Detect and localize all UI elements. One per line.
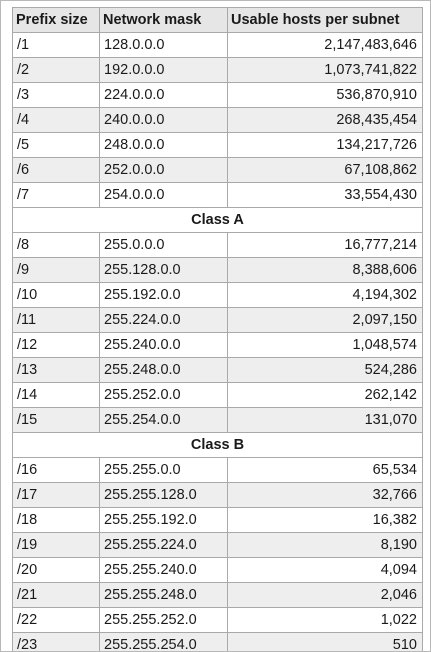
section-title: Class B — [13, 433, 423, 458]
table-row — [13, 158, 423, 183]
cell-network-mask: 255.255.240.0 — [100, 558, 228, 583]
table-row — [13, 33, 423, 58]
cell-prefix-size: /4 — [13, 108, 100, 133]
cell-network-mask: 255.255.192.0 — [100, 508, 228, 533]
subnet-prefix-table — [12, 7, 423, 652]
section-title: Class A — [13, 208, 423, 233]
table-row — [13, 233, 423, 258]
cell-prefix-size: /22 — [13, 608, 100, 633]
cell-usable-hosts: 16,382 — [228, 508, 423, 533]
table-row — [13, 333, 423, 358]
header-usable-hosts: Usable hosts per subnet — [228, 8, 423, 33]
cell-usable-hosts: 1,022 — [228, 608, 423, 633]
cell-usable-hosts: 16,777,214 — [228, 233, 423, 258]
cell-prefix-size: /23 — [13, 633, 100, 652]
cell-usable-hosts: 32,766 — [228, 483, 423, 508]
cell-usable-hosts: 4,194,302 — [228, 283, 423, 308]
cell-network-mask: 192.0.0.0 — [100, 58, 228, 83]
table-row — [13, 183, 423, 208]
cell-usable-hosts: 65,534 — [228, 458, 423, 483]
cell-usable-hosts: 2,046 — [228, 583, 423, 608]
cell-network-mask: 224.0.0.0 — [100, 83, 228, 108]
cell-network-mask: 255.128.0.0 — [100, 258, 228, 283]
cell-network-mask: 255.0.0.0 — [100, 233, 228, 258]
table-row — [13, 633, 423, 652]
table-row — [13, 558, 423, 583]
table-header — [13, 8, 423, 33]
table-row — [13, 308, 423, 333]
cell-prefix-size: /6 — [13, 158, 100, 183]
cell-prefix-size: /12 — [13, 333, 100, 358]
table-row — [13, 458, 423, 483]
cell-network-mask: 255.255.224.0 — [100, 533, 228, 558]
header-prefix-size: Prefix size — [13, 8, 100, 33]
section-header-row — [13, 433, 423, 458]
cell-usable-hosts: 8,388,606 — [228, 258, 423, 283]
table-row — [13, 608, 423, 633]
cell-prefix-size: /7 — [13, 183, 100, 208]
cell-usable-hosts: 524,286 — [228, 358, 423, 383]
cell-prefix-size: /14 — [13, 383, 100, 408]
cell-prefix-size: /1 — [13, 33, 100, 58]
cell-prefix-size: /2 — [13, 58, 100, 83]
cell-usable-hosts: 8,190 — [228, 533, 423, 558]
cell-usable-hosts: 1,073,741,822 — [228, 58, 423, 83]
table-row — [13, 533, 423, 558]
cell-usable-hosts: 134,217,726 — [228, 133, 423, 158]
cell-network-mask: 255.252.0.0 — [100, 383, 228, 408]
cell-network-mask: 255.255.254.0 — [100, 633, 228, 652]
cell-network-mask: 255.192.0.0 — [100, 283, 228, 308]
table-row — [13, 358, 423, 383]
cell-network-mask: 255.255.248.0 — [100, 583, 228, 608]
cell-usable-hosts: 268,435,454 — [228, 108, 423, 133]
cell-prefix-size: /20 — [13, 558, 100, 583]
cell-network-mask: 252.0.0.0 — [100, 158, 228, 183]
cell-usable-hosts: 510 — [228, 633, 423, 652]
cell-network-mask: 255.240.0.0 — [100, 333, 228, 358]
cell-prefix-size: /21 — [13, 583, 100, 608]
table-row — [13, 383, 423, 408]
table-row — [13, 508, 423, 533]
table-row — [13, 408, 423, 433]
table-row — [13, 108, 423, 133]
cell-prefix-size: /11 — [13, 308, 100, 333]
cell-usable-hosts: 131,070 — [228, 408, 423, 433]
cell-usable-hosts: 536,870,910 — [228, 83, 423, 108]
cell-prefix-size: /5 — [13, 133, 100, 158]
section-header-row — [13, 208, 423, 233]
cell-prefix-size: /16 — [13, 458, 100, 483]
cell-usable-hosts: 33,554,430 — [228, 183, 423, 208]
cell-usable-hosts: 2,097,150 — [228, 308, 423, 333]
cell-network-mask: 254.0.0.0 — [100, 183, 228, 208]
table-body — [13, 33, 423, 652]
cell-usable-hosts: 1,048,574 — [228, 333, 423, 358]
cell-prefix-size: /15 — [13, 408, 100, 433]
cell-network-mask: 128.0.0.0 — [100, 33, 228, 58]
table-row — [13, 583, 423, 608]
cell-prefix-size: /3 — [13, 83, 100, 108]
cell-network-mask: 255.224.0.0 — [100, 308, 228, 333]
cell-prefix-size: /9 — [13, 258, 100, 283]
cell-usable-hosts: 4,094 — [228, 558, 423, 583]
table-row — [13, 483, 423, 508]
cell-usable-hosts: 262,142 — [228, 383, 423, 408]
header-network-mask: Network mask — [100, 8, 228, 33]
cell-network-mask: 255.255.0.0 — [100, 458, 228, 483]
cell-network-mask: 255.255.252.0 — [100, 608, 228, 633]
cell-network-mask: 240.0.0.0 — [100, 108, 228, 133]
table-row — [13, 283, 423, 308]
header-row — [13, 8, 423, 33]
cell-network-mask: 255.248.0.0 — [100, 358, 228, 383]
cell-prefix-size: /13 — [13, 358, 100, 383]
cell-network-mask: 255.254.0.0 — [100, 408, 228, 433]
cell-prefix-size: /18 — [13, 508, 100, 533]
table-row — [13, 58, 423, 83]
cell-prefix-size: /10 — [13, 283, 100, 308]
cell-network-mask: 248.0.0.0 — [100, 133, 228, 158]
table-row — [13, 258, 423, 283]
cell-network-mask: 255.255.128.0 — [100, 483, 228, 508]
cell-usable-hosts: 2,147,483,646 — [228, 33, 423, 58]
cell-prefix-size: /19 — [13, 533, 100, 558]
cell-usable-hosts: 67,108,862 — [228, 158, 423, 183]
table-row — [13, 133, 423, 158]
cell-prefix-size: /8 — [13, 233, 100, 258]
cell-prefix-size: /17 — [13, 483, 100, 508]
table-row — [13, 83, 423, 108]
